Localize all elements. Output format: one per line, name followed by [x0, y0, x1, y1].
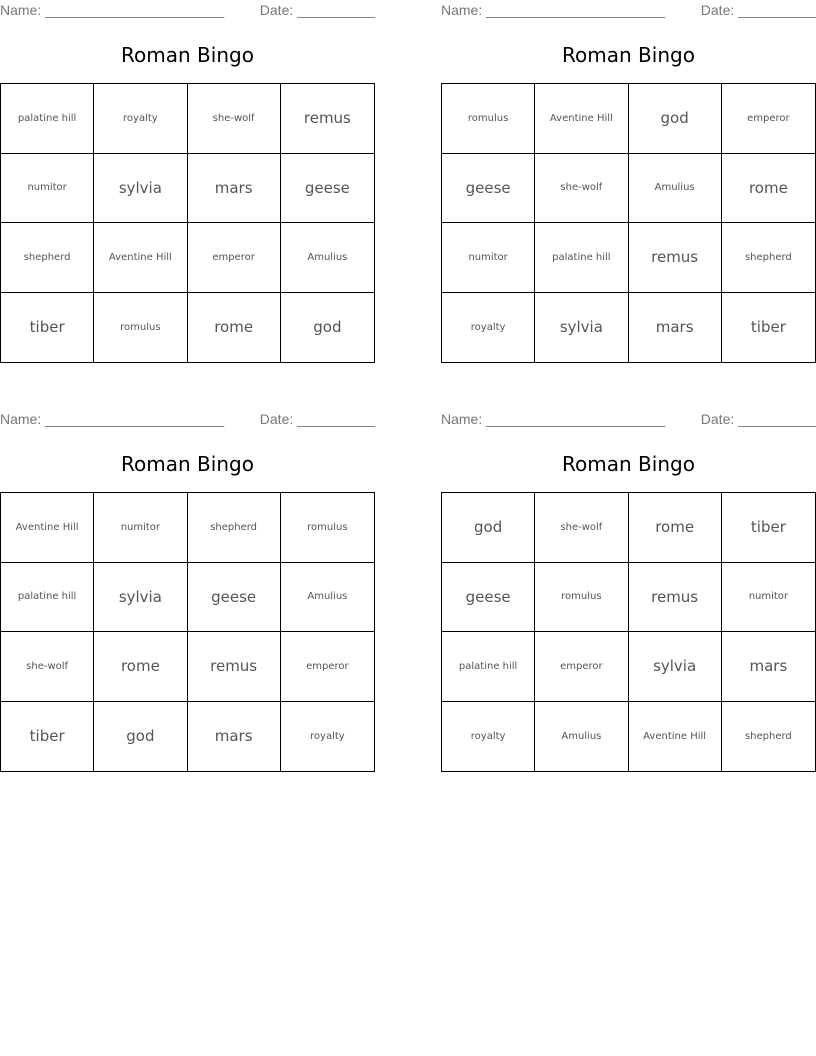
card-title: Roman Bingo	[121, 452, 254, 476]
bingo-cell: shepherd	[1, 223, 94, 293]
bingo-cell: remus	[188, 632, 281, 702]
bingo-cell: god	[442, 493, 535, 563]
bingo-cell: god	[94, 702, 187, 772]
bingo-cell: sylvia	[94, 154, 187, 224]
bingo-cell: tiber	[722, 493, 815, 563]
bingo-cell: palatine hill	[1, 84, 94, 154]
bingo-cell: royalty	[94, 84, 187, 154]
info-row	[441, 409, 816, 431]
bingo-cell: royalty	[442, 702, 535, 772]
bingo-cell: palatine hill	[535, 223, 628, 293]
bingo-cell: geese	[281, 154, 374, 224]
bingo-cell: Aventine Hill	[94, 223, 187, 293]
bingo-cell: Amulius	[281, 223, 374, 293]
bingo-cell: royalty	[442, 293, 535, 363]
bingo-cell: rome	[722, 154, 815, 224]
bingo-cell: geese	[442, 154, 535, 224]
bingo-cell: god	[629, 84, 722, 154]
bingo-cell: geese	[188, 563, 281, 633]
bingo-grid	[441, 492, 816, 772]
bingo-cell: emperor	[722, 84, 815, 154]
bingo-cell: mars	[188, 702, 281, 772]
bingo-cell: rome	[629, 493, 722, 563]
bingo-cell: Aventine Hill	[535, 84, 628, 154]
bingo-cell: mars	[188, 154, 281, 224]
bingo-cell: emperor	[535, 632, 628, 702]
bingo-cell: tiber	[1, 702, 94, 772]
bingo-cell: mars	[722, 632, 815, 702]
bingo-cell: numitor	[722, 563, 815, 633]
date-field: Date: __________	[700, 2, 816, 18]
bingo-cell: sylvia	[629, 632, 722, 702]
bingo-card-4	[441, 409, 816, 773]
bingo-cell: emperor	[281, 632, 374, 702]
bingo-cell: remus	[629, 563, 722, 633]
bingo-cell: tiber	[1, 293, 94, 363]
bingo-cell: romulus	[281, 493, 374, 563]
bingo-cell: rome	[188, 293, 281, 363]
bingo-cell: romulus	[442, 84, 535, 154]
bingo-cell: mars	[629, 293, 722, 363]
bingo-cell: sylvia	[94, 563, 187, 633]
bingo-cell: emperor	[188, 223, 281, 293]
bingo-cell: geese	[442, 563, 535, 633]
card-title: Roman Bingo	[121, 43, 254, 67]
bingo-cell: shepherd	[744, 730, 792, 742]
bingo-grid	[441, 83, 816, 363]
bingo-card-2	[441, 0, 816, 364]
bingo-cell: numitor	[1, 154, 94, 224]
bingo-cell: romulus	[94, 293, 187, 363]
bingo-cell: Aventine Hill	[1, 493, 94, 563]
name-field: Name: _______________________	[441, 2, 666, 18]
bingo-cell: she-wolf	[535, 493, 628, 563]
info-row	[0, 0, 375, 22]
bingo-cell: she-wolf	[535, 154, 628, 224]
bingo-cell: rome	[94, 632, 187, 702]
bingo-cell: Amulius	[629, 154, 722, 224]
bingo-cell: Aventine Hill	[629, 702, 722, 772]
bingo-cell: she-wolf	[188, 84, 281, 154]
date-field: Date: __________	[259, 411, 375, 427]
bingo-cell: tiber	[750, 318, 786, 337]
bingo-cell: romulus	[535, 563, 628, 633]
date-field: Date: __________	[259, 2, 375, 18]
bingo-cell: shepherd	[188, 493, 281, 563]
card-title: Roman Bingo	[562, 43, 695, 67]
date-field: Date: __________	[700, 411, 816, 427]
bingo-cell: Amulius	[535, 702, 628, 772]
bingo-cell: numitor	[94, 493, 187, 563]
bingo-cell: sylvia	[535, 293, 628, 363]
card-title: Roman Bingo	[562, 452, 695, 476]
bingo-cell: shepherd	[722, 223, 815, 293]
name-field: Name: _______________________	[441, 411, 666, 427]
info-row	[0, 409, 375, 431]
bingo-card-1	[0, 0, 375, 364]
info-row	[441, 0, 816, 22]
bingo-cell: she-wolf	[1, 632, 94, 702]
name-field: Name: _______________________	[0, 2, 225, 18]
bingo-cell: god	[313, 318, 342, 337]
bingo-card-3	[0, 409, 375, 773]
bingo-cell: remus	[281, 84, 374, 154]
bingo-cell: palatine hill	[442, 632, 535, 702]
bingo-grid	[0, 83, 375, 363]
bingo-cell: palatine hill	[1, 563, 94, 633]
bingo-cell: remus	[629, 223, 722, 293]
bingo-cell: numitor	[442, 223, 535, 293]
bingo-cell: royalty	[310, 730, 345, 742]
bingo-cell: Amulius	[281, 563, 374, 633]
name-field: Name: _______________________	[0, 411, 225, 427]
bingo-grid	[0, 492, 375, 772]
